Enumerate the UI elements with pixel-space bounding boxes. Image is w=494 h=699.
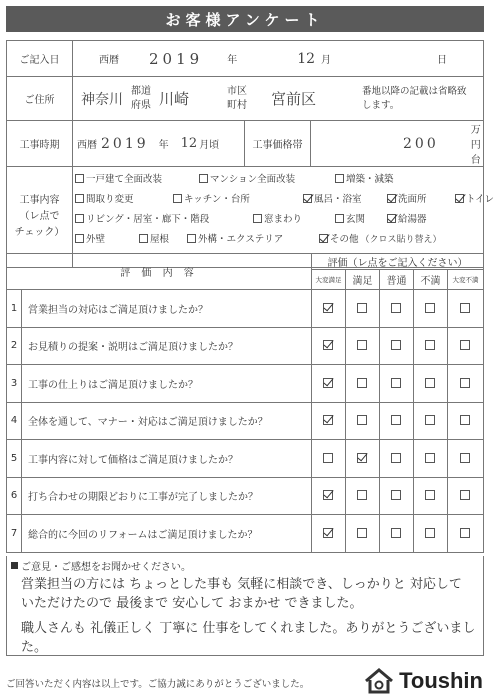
question-text: 総合的に今回のリフォームはご満足頂けましたか？ bbox=[22, 515, 312, 553]
rating-checkbox[interactable] bbox=[357, 490, 367, 500]
rating-checkbox[interactable] bbox=[357, 453, 367, 463]
period-year-value: 2019 bbox=[101, 135, 149, 152]
rating-checkbox[interactable] bbox=[391, 378, 401, 388]
period-month-value: 12 bbox=[180, 136, 198, 151]
work-item[interactable] bbox=[387, 211, 427, 225]
work-item-label: 洗面所 bbox=[398, 194, 427, 205]
rating-checkbox[interactable] bbox=[323, 378, 333, 388]
work-item-label: 給湯器 bbox=[398, 214, 427, 225]
rating-checkbox[interactable] bbox=[357, 528, 367, 538]
date-day-unit: 日 bbox=[437, 55, 448, 66]
period-era: 西暦 bbox=[77, 140, 97, 151]
question-row bbox=[7, 440, 484, 478]
work-item-label: トイレ bbox=[466, 194, 494, 205]
work-item-label: 外構・エクステリア bbox=[198, 234, 284, 245]
work-item[interactable] bbox=[187, 231, 283, 245]
work-item[interactable] bbox=[319, 231, 442, 245]
rating-content-header: 評 価 内 容 bbox=[7, 254, 312, 290]
rating-checkbox[interactable] bbox=[391, 453, 401, 463]
checkbox[interactable] bbox=[75, 214, 84, 223]
rating-checkbox[interactable] bbox=[391, 415, 401, 425]
work-item-label: 風呂・浴室 bbox=[314, 194, 362, 205]
rating-header: 評価（レ点をご記入ください） bbox=[312, 254, 484, 270]
work-item-label: 屋根 bbox=[150, 234, 170, 245]
checkbox[interactable] bbox=[173, 194, 182, 203]
checkbox[interactable] bbox=[253, 214, 262, 223]
rating-checkbox[interactable] bbox=[323, 415, 333, 425]
work-item-label: 一戸建て全面改装 bbox=[86, 174, 163, 185]
question-text: 工事の仕上りはご満足頂けましたか？ bbox=[22, 365, 312, 403]
period-month-unit: 月頃 bbox=[199, 140, 220, 151]
rating-checkbox[interactable] bbox=[425, 453, 435, 463]
period-year-unit: 年 bbox=[158, 140, 169, 151]
work-item[interactable] bbox=[335, 211, 365, 225]
rating-checkbox[interactable] bbox=[460, 378, 470, 388]
opinion-comment bbox=[7, 575, 483, 657]
district-value: 宮前区 bbox=[271, 90, 317, 108]
checkbox[interactable] bbox=[303, 194, 312, 203]
prefecture-value: 神奈川 bbox=[81, 91, 123, 108]
period-field[interactable] bbox=[73, 121, 245, 167]
rating-checkbox[interactable] bbox=[425, 340, 435, 350]
question-row bbox=[7, 515, 484, 553]
work-content-label: 工事内容 （レ点で チェック） bbox=[7, 167, 73, 268]
price-field[interactable] bbox=[311, 121, 484, 167]
work-item[interactable] bbox=[335, 171, 394, 185]
date-field[interactable] bbox=[73, 41, 484, 77]
question-row bbox=[7, 290, 484, 328]
rating-checkbox[interactable] bbox=[425, 490, 435, 500]
rating-checkbox[interactable] bbox=[425, 303, 435, 313]
work-item-label: マンション全面改装 bbox=[210, 174, 296, 185]
checkbox[interactable] bbox=[319, 234, 328, 243]
rating-checkbox[interactable] bbox=[357, 415, 367, 425]
date-month-value: 12 bbox=[297, 50, 316, 67]
rating-checkbox[interactable] bbox=[391, 340, 401, 350]
date-era: 西暦 bbox=[99, 55, 119, 66]
question-number: 2 bbox=[7, 327, 22, 365]
work-item[interactable] bbox=[199, 171, 295, 185]
rating-checkbox[interactable] bbox=[391, 528, 401, 538]
rating-checkbox[interactable] bbox=[460, 453, 470, 463]
other-note: （クロス貼り替え） bbox=[360, 234, 442, 245]
company-logo bbox=[363, 668, 483, 694]
rating-checkbox[interactable] bbox=[323, 490, 333, 500]
checkbox[interactable] bbox=[139, 234, 148, 243]
rating-checkbox[interactable] bbox=[357, 303, 367, 313]
work-item-label: キッチン・台所 bbox=[184, 194, 250, 205]
question-row bbox=[7, 365, 484, 403]
work-item[interactable] bbox=[75, 211, 209, 225]
question-number: 3 bbox=[7, 365, 22, 403]
question-number: 4 bbox=[7, 402, 22, 440]
rating-checkbox[interactable] bbox=[323, 303, 333, 313]
question-row bbox=[7, 477, 484, 515]
work-item[interactable] bbox=[75, 171, 162, 185]
work-item[interactable] bbox=[75, 191, 134, 205]
rating-column-header: 大変満足 bbox=[312, 270, 346, 290]
city-unit: 市区 町村 bbox=[227, 85, 248, 111]
checkbox[interactable] bbox=[387, 214, 396, 223]
checkbox[interactable] bbox=[187, 234, 196, 243]
rating-checkbox[interactable] bbox=[425, 378, 435, 388]
rating-checkbox[interactable] bbox=[391, 490, 401, 500]
checkbox[interactable] bbox=[75, 194, 84, 203]
rating-checkbox[interactable] bbox=[460, 303, 470, 313]
city-value: 川崎 bbox=[159, 90, 190, 108]
comment-line: 営業担当の方には ちょっとした事も 気軽に相談でき、しっかりと 対応して bbox=[21, 577, 462, 592]
checkbox[interactable] bbox=[199, 174, 208, 183]
price-label: 工事価格帯 bbox=[245, 121, 311, 167]
checkbox[interactable] bbox=[455, 194, 464, 203]
rating-checkbox[interactable] bbox=[323, 453, 333, 463]
date-year-unit: 年 bbox=[227, 55, 238, 66]
question-text: 工事内容に対して価格はご満足頂けましたか？ bbox=[22, 440, 312, 478]
work-item[interactable] bbox=[455, 191, 494, 205]
checkbox[interactable] bbox=[335, 214, 344, 223]
work-item[interactable] bbox=[303, 191, 362, 205]
rating-checkbox[interactable] bbox=[357, 378, 367, 388]
logo-text: Toushin bbox=[399, 668, 483, 693]
opinion-heading: ご意見・ご感想をお聞かせください。 bbox=[7, 556, 483, 575]
question-row bbox=[7, 327, 484, 365]
work-item-label: 玄関 bbox=[346, 214, 366, 225]
question-row bbox=[7, 402, 484, 440]
rating-checkbox[interactable] bbox=[425, 528, 435, 538]
checkbox[interactable] bbox=[75, 234, 84, 243]
question-number: 1 bbox=[7, 290, 22, 328]
work-item[interactable] bbox=[173, 191, 250, 205]
rating-column-header: 大変不満 bbox=[448, 270, 484, 290]
work-item[interactable] bbox=[253, 211, 302, 225]
rating-checkbox[interactable] bbox=[425, 415, 435, 425]
question-number: 5 bbox=[7, 440, 22, 478]
rating-checkbox[interactable] bbox=[460, 490, 470, 500]
question-text: 打ち合わせの期限どおりに工事が完了しましたか？ bbox=[22, 477, 312, 515]
square-bullet-icon bbox=[11, 562, 18, 569]
price-value: 200 bbox=[403, 135, 439, 152]
work-item-label: その他 bbox=[330, 234, 359, 245]
address-field[interactable] bbox=[73, 77, 484, 121]
date-label: ご記入日 bbox=[7, 41, 73, 77]
date-year-value: 2019 bbox=[149, 49, 204, 68]
rating-column-header: 満足 bbox=[346, 270, 380, 290]
checkbox[interactable] bbox=[75, 174, 84, 183]
address-note: 番地以降の記載は省略致します。 bbox=[362, 85, 467, 111]
work-item-label: リビング・居室・廊下・階段 bbox=[86, 214, 210, 225]
house-logo-icon bbox=[363, 668, 395, 694]
work-item[interactable] bbox=[75, 231, 105, 245]
question-number: 6 bbox=[7, 477, 22, 515]
work-item-label: 外壁 bbox=[86, 234, 106, 245]
work-item-label: 窓まわり bbox=[264, 214, 303, 225]
question-number: 7 bbox=[7, 515, 22, 553]
question-text: お見積りの提案・説明はご満足頂けましたか？ bbox=[22, 327, 312, 365]
rating-checkbox[interactable] bbox=[323, 340, 333, 350]
rating-table bbox=[6, 253, 484, 553]
question-text: 営業担当の対応はご満足頂けましたか？ bbox=[22, 290, 312, 328]
rating-checkbox[interactable] bbox=[357, 340, 367, 350]
date-month-unit: 月 bbox=[321, 55, 332, 66]
question-text: 全体を通して、マナー・対応はご満足頂けましたか？ bbox=[22, 402, 312, 440]
rating-column-header: 不満 bbox=[414, 270, 448, 290]
period-label: 工事時期 bbox=[7, 121, 73, 167]
opinion-section[interactable] bbox=[6, 556, 484, 656]
checkbox[interactable] bbox=[335, 174, 344, 183]
survey-title: お客様アンケート bbox=[6, 6, 484, 32]
rating-checkbox[interactable] bbox=[460, 528, 470, 538]
rating-checkbox[interactable] bbox=[460, 340, 470, 350]
footer-note: ご回答いただく内容は以上です。ご協力誠にありがとうございました。 bbox=[6, 679, 310, 690]
work-item[interactable] bbox=[139, 231, 169, 245]
comment-line: いただけたので 最後まで 安心して おまかせ できました。 bbox=[21, 596, 363, 611]
price-unit: 万円台 bbox=[470, 125, 481, 166]
prefecture-unit: 都道 府県 bbox=[131, 85, 151, 111]
customer-info-table bbox=[6, 40, 494, 268]
work-item[interactable] bbox=[387, 191, 427, 205]
comment-line: 職人さんも 礼儀正しく 丁寧に 仕事をしてくれました。ありがとうございました。 bbox=[21, 621, 476, 655]
work-item-label: 間取り変更 bbox=[86, 194, 134, 205]
work-item-label: 増築・減築 bbox=[346, 174, 394, 185]
checkbox[interactable] bbox=[387, 194, 396, 203]
address-label: ご住所 bbox=[7, 77, 73, 121]
rating-checkbox[interactable] bbox=[323, 528, 333, 538]
rating-checkbox[interactable] bbox=[460, 415, 470, 425]
rating-column-header: 普通 bbox=[380, 270, 414, 290]
rating-checkbox[interactable] bbox=[391, 303, 401, 313]
